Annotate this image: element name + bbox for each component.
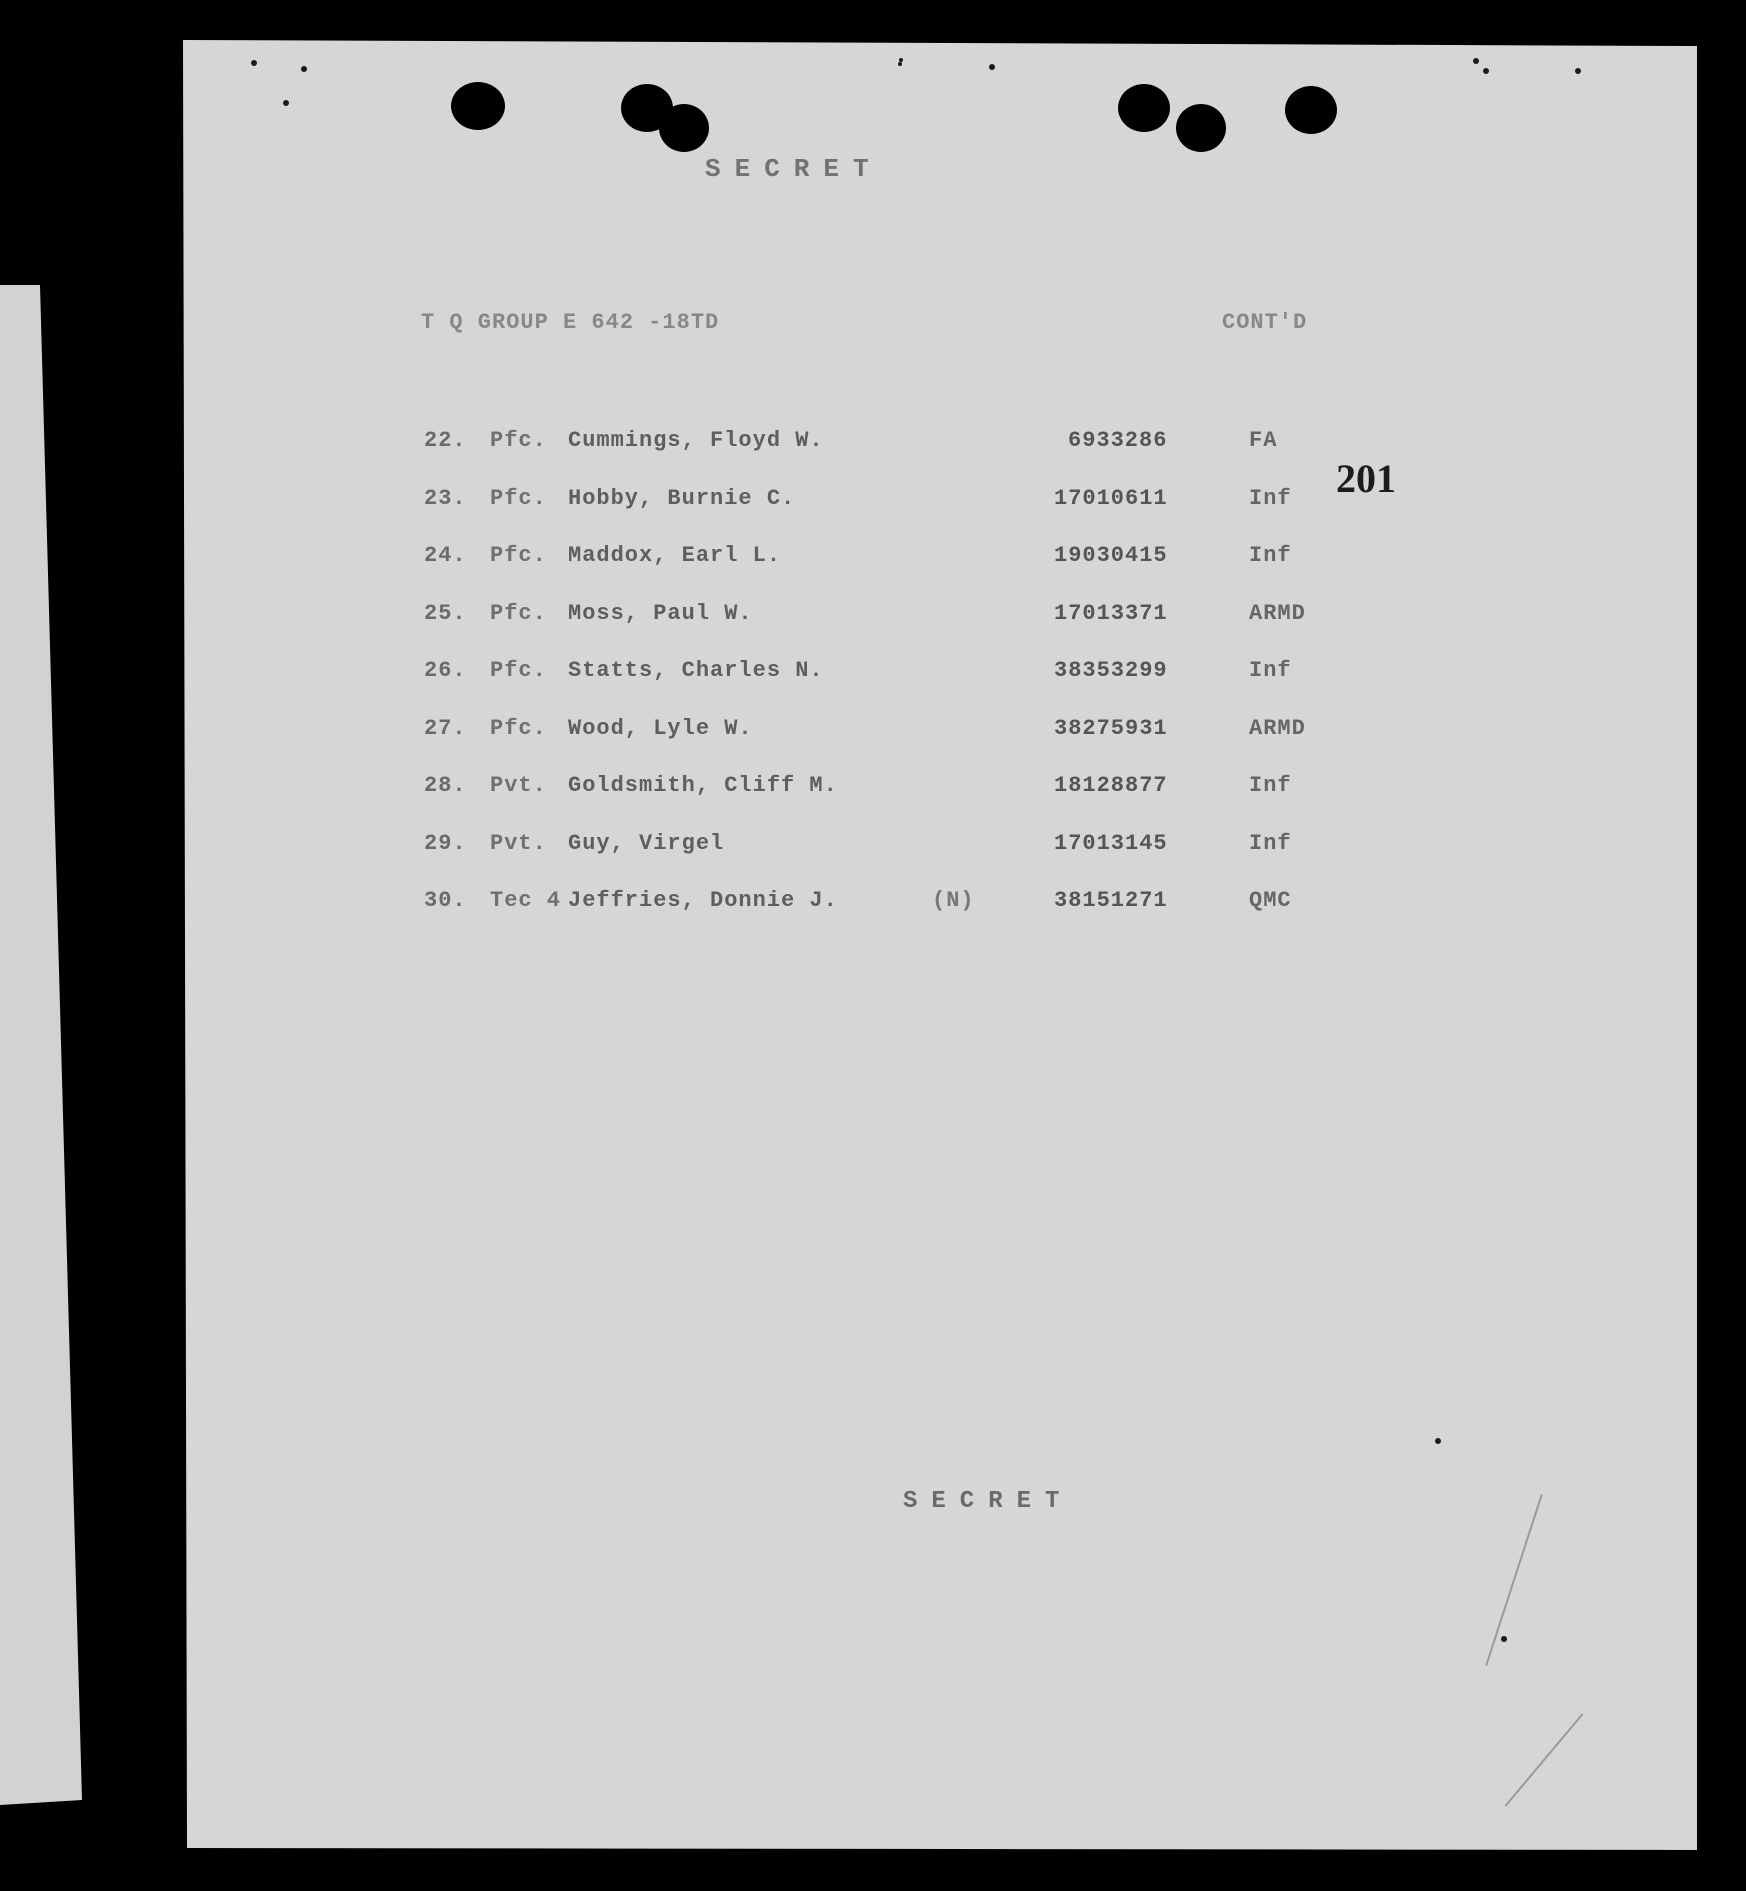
- entry-serial: 38151271: [1054, 888, 1168, 913]
- entry-rank: Pfc.: [490, 600, 547, 626]
- entry-arm: QMC: [1249, 888, 1292, 913]
- speck: [1435, 1438, 1441, 1444]
- entry-name: Guy, Virgel: [568, 830, 725, 856]
- entry-number: 22.: [424, 428, 467, 453]
- roster-row: [424, 428, 1344, 486]
- entry-arm: Inf: [1249, 658, 1292, 683]
- speck: [301, 66, 307, 72]
- entry-name: Goldsmith, Cliff M.: [568, 773, 838, 798]
- secret-stamp-bottom: SECRET: [903, 1488, 1074, 1515]
- punch-hole: [659, 104, 709, 152]
- speck: [251, 60, 257, 66]
- page-number: 201: [1336, 456, 1396, 501]
- punch-hole: [1176, 104, 1226, 152]
- roster-row: [424, 773, 1344, 831]
- speck: [1575, 68, 1581, 74]
- entry-rank: Pvt.: [490, 773, 547, 798]
- entry-rank: Pvt.: [490, 830, 547, 856]
- roster-row: [424, 601, 1344, 659]
- roster-row: [424, 831, 1344, 889]
- entry-number: 28.: [424, 773, 467, 798]
- entry-arm: Inf: [1249, 543, 1292, 568]
- entry-arm: ARMD: [1249, 600, 1306, 626]
- entry-name: Hobby, Burnie C.: [568, 485, 796, 511]
- continued-label: CONT'D: [1222, 310, 1308, 335]
- entry-arm: Inf: [1249, 830, 1292, 856]
- speck: [1483, 68, 1489, 74]
- entry-serial: 17013371: [1054, 600, 1168, 626]
- entry-number: 29.: [424, 830, 467, 856]
- entry-number: 30.: [424, 888, 467, 913]
- entry-name: Statts, Charles N.: [568, 658, 824, 683]
- entry-name: Jeffries, Donnie J.: [568, 888, 838, 913]
- punch-hole: [1118, 84, 1170, 132]
- speck: [1501, 1636, 1507, 1642]
- speck: [989, 64, 995, 70]
- roster-row: [424, 658, 1344, 716]
- punch-hole: [1285, 86, 1337, 134]
- punch-hole: [451, 82, 505, 130]
- unit-header: T Q GROUP E 642 -18TD: [421, 310, 720, 335]
- entry-arm: Inf: [1249, 485, 1292, 511]
- entry-serial: 6933286: [1068, 428, 1168, 453]
- speck: [1473, 58, 1479, 64]
- speck: [898, 62, 902, 66]
- entry-rank: Pfc.: [490, 543, 547, 568]
- entry-rank: Pfc.: [490, 715, 547, 741]
- entry-serial: 17010611: [1054, 485, 1168, 511]
- roster-row: [424, 888, 1344, 946]
- entry-serial: 38275931: [1054, 715, 1168, 741]
- entry-rank: Pfc.: [490, 485, 547, 511]
- entry-serial: 18128877: [1054, 773, 1168, 798]
- scratch-mark: [1485, 1494, 1543, 1666]
- entry-number: 23.: [424, 485, 467, 511]
- entry-serial: 38353299: [1054, 658, 1168, 683]
- entry-rank: Pfc.: [490, 658, 547, 683]
- entry-name: Moss, Paul W.: [568, 600, 753, 626]
- entry-rank: Pfc.: [490, 428, 547, 453]
- entry-arm: FA: [1249, 428, 1278, 453]
- entry-arm: ARMD: [1249, 715, 1306, 741]
- entry-rank: Tec 4: [490, 888, 562, 913]
- entry-name: Maddox, Earl L.: [568, 543, 782, 568]
- roster-row: [424, 543, 1344, 601]
- roster-row: [424, 486, 1344, 544]
- roster-list: [424, 428, 1344, 946]
- entry-number: 24.: [424, 543, 467, 568]
- underlying-sheet-edge: [0, 0, 90, 1891]
- roster-row: [424, 716, 1344, 774]
- entry-serial: 19030415: [1054, 543, 1168, 568]
- speck: [283, 100, 289, 106]
- entry-number: 26.: [424, 658, 467, 683]
- entry-serial: 17013145: [1054, 830, 1168, 856]
- entry-note: (N): [932, 888, 975, 913]
- entry-name: Cummings, Floyd W.: [568, 428, 824, 453]
- entry-name: Wood, Lyle W.: [568, 715, 753, 741]
- entry-number: 27.: [424, 715, 467, 741]
- entry-arm: Inf: [1249, 773, 1292, 798]
- secret-stamp-top: SECRET: [705, 154, 883, 184]
- entry-number: 25.: [424, 600, 467, 626]
- scratch-mark: [1505, 1713, 1584, 1806]
